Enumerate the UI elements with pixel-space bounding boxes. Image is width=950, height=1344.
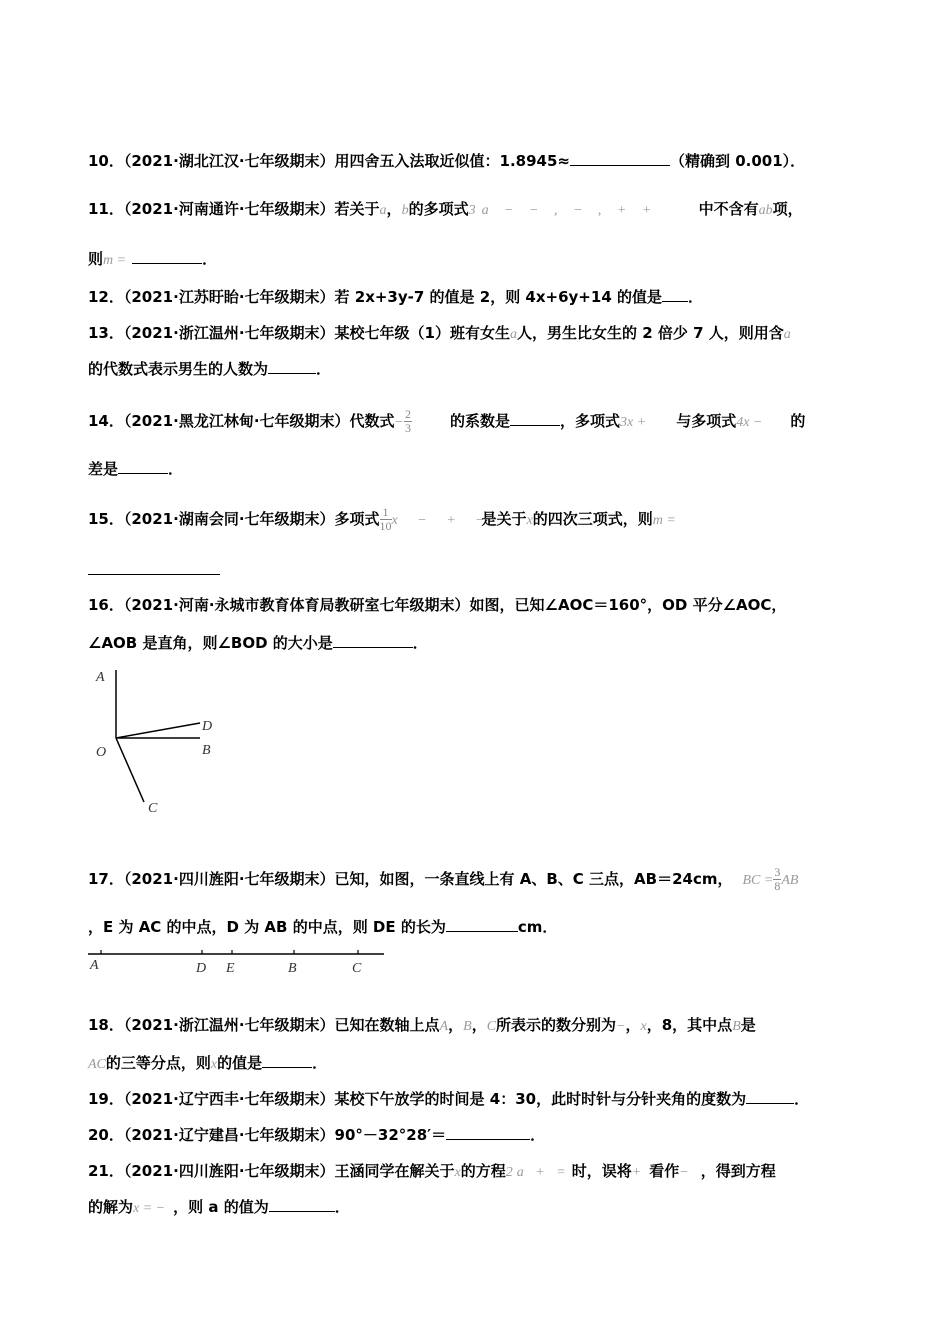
question-text: ． bbox=[312, 1054, 328, 1072]
question-text: 若 2x+3y-7 的值是 2，则 4x+6y+14 的值是 bbox=[334, 288, 662, 306]
question-text: 的代数式表示男生的人数为 bbox=[88, 360, 269, 378]
question-text: 项， bbox=[772, 200, 803, 218]
math-var: m = bbox=[652, 513, 676, 528]
fraction-denominator: 8 bbox=[774, 879, 781, 893]
question-14 bbox=[88, 408, 868, 435]
answer-blank bbox=[268, 358, 316, 374]
answer-blank bbox=[662, 286, 688, 302]
math-var: x bbox=[454, 1165, 461, 1180]
question-13 bbox=[88, 322, 868, 346]
question-text: ，得到方程 bbox=[700, 1162, 776, 1180]
question-text: 90°－32°28′＝ bbox=[334, 1126, 447, 1144]
question-text: 人，男生比女生的 2 倍少 7 人，则用含 bbox=[516, 324, 784, 342]
question-text: ． bbox=[687, 288, 703, 306]
fraction bbox=[380, 506, 392, 533]
question-14-line-2 bbox=[88, 458, 868, 480]
question-text: 的解为 bbox=[88, 1198, 134, 1216]
question-text: 中不含有 bbox=[698, 200, 759, 218]
punct: ， bbox=[386, 200, 402, 218]
question-text: ． bbox=[168, 460, 184, 478]
question-11 bbox=[88, 198, 868, 222]
question-number: 17． bbox=[88, 870, 124, 888]
minus-sign: − bbox=[616, 1019, 626, 1034]
question-13-line-2 bbox=[88, 358, 868, 380]
question-text: 的三等分点，则 bbox=[105, 1054, 211, 1072]
question-16 bbox=[88, 594, 868, 616]
answer-blank bbox=[118, 458, 168, 474]
answer-blank bbox=[446, 916, 518, 932]
question-18: 18．（2021·浙江温州·七年级期末）已知在数轴上点A，B，C所表示的数分别为−，x，8，其中点B是 bbox=[88, 1016, 756, 1034]
question-source: （2021·河南·永城市教育体育局教研室七年级期末） bbox=[123, 596, 470, 614]
question-text: 多项式 bbox=[334, 510, 380, 528]
fraction bbox=[404, 408, 412, 435]
question-source: （2021·辽宁建昌·七年级期末） bbox=[123, 1126, 335, 1144]
question-text: 是关于 bbox=[481, 510, 527, 528]
answer-blank bbox=[446, 1124, 530, 1140]
label-E: E bbox=[226, 961, 235, 976]
label-C: C bbox=[148, 801, 158, 816]
question-text: 与多项式 bbox=[676, 412, 737, 430]
math-var: a bbox=[379, 203, 387, 218]
math-expression: x − + − bbox=[391, 513, 493, 528]
math-var: ab bbox=[758, 203, 773, 218]
question-text: 王涵同学在解关于 bbox=[334, 1162, 455, 1180]
question-text: 已知，如图，一条直线上有 A、B、C 三点，AB＝24cm， bbox=[334, 870, 733, 888]
question-source: （2021·河南通许·七年级期末） bbox=[123, 200, 335, 218]
answer-blank bbox=[262, 1052, 312, 1068]
question-12 bbox=[88, 286, 868, 308]
question-text: ，则 a 的值为 bbox=[173, 1198, 269, 1216]
answer-blank bbox=[570, 150, 670, 166]
answer-blank bbox=[132, 248, 202, 264]
question-text: 时，误将 bbox=[571, 1162, 632, 1180]
fraction-numerator: 2 bbox=[405, 407, 411, 421]
plus-sign: + bbox=[631, 1165, 642, 1180]
ray-OC bbox=[116, 738, 144, 802]
question-number: 15． bbox=[88, 510, 124, 528]
math-expression: x = − bbox=[133, 1201, 166, 1216]
math-var: B bbox=[732, 1019, 741, 1034]
angle-figure bbox=[88, 664, 238, 824]
answer-blank bbox=[269, 1196, 335, 1212]
question-text: 的方程 bbox=[460, 1162, 506, 1180]
question-text: ，多项式 bbox=[560, 412, 621, 430]
math-expression: 4x − bbox=[736, 415, 763, 430]
label-B: B bbox=[202, 743, 211, 758]
question-number: 14． bbox=[88, 412, 124, 430]
math-var: x bbox=[640, 1019, 647, 1034]
question-text: 差是 bbox=[88, 460, 119, 478]
math-var: x bbox=[210, 1057, 218, 1072]
question-text: ． bbox=[334, 1198, 350, 1216]
math-var: a bbox=[509, 327, 517, 342]
question-text: 如图，已知∠AOC＝160°，OD 平分∠AOC， bbox=[469, 596, 787, 614]
question-18-line-2 bbox=[88, 1052, 868, 1076]
answer-blank bbox=[746, 1088, 794, 1104]
math-var: AB bbox=[781, 873, 799, 888]
question-20 bbox=[88, 1124, 868, 1146]
minus-sign: − bbox=[394, 415, 404, 430]
fraction-numerator: 1 bbox=[380, 506, 392, 520]
question-text: 看作 bbox=[649, 1162, 680, 1180]
math-expression: BC = bbox=[742, 873, 774, 888]
question-number: 13． bbox=[88, 324, 124, 342]
question-text: 若关于 bbox=[334, 200, 380, 218]
question-17-line-2 bbox=[88, 916, 868, 938]
math-expression: 2a + = bbox=[505, 1165, 570, 1180]
question-text: 的值是 bbox=[217, 1054, 263, 1072]
question-source: （2021·湖南会同·七年级期末） bbox=[123, 510, 335, 528]
question-15 bbox=[88, 506, 868, 533]
question-number: 16． bbox=[88, 596, 124, 614]
label-A: A bbox=[90, 958, 99, 973]
question-number: 18． bbox=[88, 1016, 124, 1034]
question-10 bbox=[88, 150, 868, 172]
math-var: A bbox=[439, 1019, 449, 1034]
question-text: ，8，其中点 bbox=[646, 1016, 733, 1034]
question-text: 的 bbox=[790, 412, 806, 430]
label-C: C bbox=[352, 961, 362, 976]
question-source: （2021·四川旌阳·七年级期末） bbox=[123, 870, 335, 888]
question-number: 10． bbox=[88, 152, 124, 170]
question-text: 已知在数轴上点 bbox=[334, 1016, 440, 1034]
question-text: 某校七年级（1）班有女生 bbox=[334, 324, 510, 342]
math-expression: 3x + bbox=[620, 415, 647, 430]
math-var: C bbox=[486, 1019, 497, 1034]
question-text: ． bbox=[316, 360, 332, 378]
question-text: 的系数是 bbox=[450, 412, 511, 430]
question-text: （精确到 0.001）． bbox=[669, 152, 806, 170]
question-number: 12． bbox=[88, 288, 124, 306]
question-source: （2021·江苏盱眙·七年级期末） bbox=[123, 288, 335, 306]
question-source: （2021·浙江温州·七年级期末） bbox=[123, 1016, 335, 1034]
label-A: A bbox=[96, 670, 105, 685]
label-O: O bbox=[96, 745, 107, 760]
fraction-denominator: 3 bbox=[405, 421, 411, 435]
math-var: a bbox=[783, 327, 791, 342]
question-11-line-2 bbox=[88, 248, 868, 272]
label-B: B bbox=[288, 961, 297, 976]
math-expression: 3a − − , − , + + bbox=[468, 203, 658, 218]
question-19 bbox=[88, 1088, 868, 1110]
question-text: 代数式 bbox=[349, 412, 395, 430]
fraction-numerator: 3 bbox=[774, 865, 781, 879]
math-var: m = bbox=[103, 253, 127, 268]
label-D: D bbox=[196, 961, 207, 976]
question-number: 19． bbox=[88, 1090, 124, 1108]
question-text: 则 bbox=[88, 250, 104, 268]
question-text: ． bbox=[530, 1126, 546, 1144]
math-var: B bbox=[463, 1019, 472, 1034]
question-text: ． bbox=[412, 634, 428, 652]
question-21-line-2 bbox=[88, 1196, 868, 1220]
question-text: ，E 为 AC 的中点，D 为 AB 的中点，则 DE 的长为 bbox=[88, 918, 446, 936]
question-21 bbox=[88, 1160, 868, 1184]
question-text: cm． bbox=[517, 918, 558, 936]
math-var: x bbox=[526, 513, 533, 528]
minus-sign: − bbox=[679, 1165, 689, 1180]
question-16-line-2 bbox=[88, 632, 868, 654]
question-source: （2021·四川旌阳·七年级期末） bbox=[123, 1162, 335, 1180]
question-17 bbox=[88, 866, 868, 893]
question-number: 11． bbox=[88, 200, 124, 218]
question-text: ． bbox=[794, 1090, 810, 1108]
answer-blank bbox=[333, 632, 413, 648]
math-var: b bbox=[401, 203, 409, 218]
question-number: 20． bbox=[88, 1126, 124, 1144]
question-text: 用四舍五入法取近似值：1.8945≈ bbox=[334, 152, 570, 170]
question-text: 所表示的数分别为 bbox=[496, 1016, 617, 1034]
question-text: ． bbox=[202, 250, 218, 268]
answer-blank bbox=[88, 574, 220, 575]
question-number: 21． bbox=[88, 1162, 124, 1180]
ray-OD bbox=[116, 723, 200, 738]
question-source: （2021·浙江温州·七年级期末） bbox=[123, 324, 335, 342]
question-text: 某校下午放学的时间是 4：30，此时时针与分针夹角的度数为 bbox=[334, 1090, 747, 1108]
question-text: 是 bbox=[740, 1016, 756, 1034]
question-text: 的四次三项式，则 bbox=[532, 510, 653, 528]
label-D: D bbox=[202, 719, 213, 734]
question-text: 的多项式 bbox=[408, 200, 469, 218]
math-var: AC bbox=[88, 1057, 106, 1072]
answer-blank bbox=[510, 410, 560, 426]
question-source: （2021·湖北江汉·七年级期末） bbox=[123, 152, 335, 170]
fraction-denominator: 10 bbox=[379, 519, 392, 533]
question-source: （2021·黑龙江林甸·七年级期末） bbox=[123, 412, 350, 430]
line-figure bbox=[86, 946, 386, 976]
question-text: ∠AOB 是直角，则∠BOD 的大小是 bbox=[88, 634, 333, 652]
question-source: （2021·辽宁西丰·七年级期末） bbox=[123, 1090, 335, 1108]
